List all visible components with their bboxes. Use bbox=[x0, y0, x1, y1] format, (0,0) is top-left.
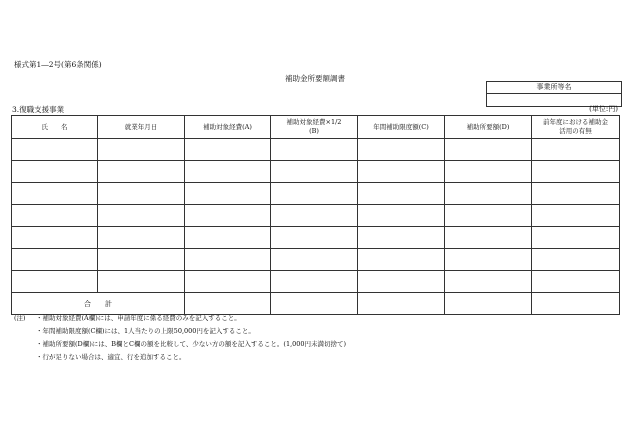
table-cell[interactable] bbox=[358, 205, 445, 227]
table-cell[interactable] bbox=[98, 249, 185, 271]
notes-list bbox=[14, 312, 346, 364]
table-cell[interactable] bbox=[12, 161, 98, 183]
header-annual-limit: 年間補助限度額(C) bbox=[358, 116, 445, 139]
total-label: 合 計 bbox=[12, 293, 185, 315]
total-cell[interactable] bbox=[445, 293, 532, 315]
table-cell[interactable] bbox=[98, 161, 185, 183]
table-cell[interactable] bbox=[445, 271, 532, 293]
table-header-row bbox=[12, 116, 620, 139]
table-cell[interactable] bbox=[445, 183, 532, 205]
table-cell[interactable] bbox=[358, 249, 445, 271]
total-cell[interactable] bbox=[532, 293, 620, 315]
table-cell[interactable] bbox=[532, 249, 620, 271]
table-row bbox=[12, 161, 620, 183]
header-name: 氏 名 bbox=[12, 116, 98, 139]
table-cell[interactable] bbox=[271, 161, 358, 183]
table-cell[interactable] bbox=[12, 139, 98, 161]
table-cell[interactable] bbox=[358, 271, 445, 293]
table-cell[interactable] bbox=[532, 205, 620, 227]
table-cell[interactable] bbox=[12, 271, 98, 293]
header-previous-use: 前年度における補助金 活用の有無 bbox=[532, 116, 620, 139]
notes bbox=[14, 312, 346, 364]
table-cell[interactable] bbox=[271, 227, 358, 249]
table-cell[interactable] bbox=[532, 227, 620, 249]
note-item: ・行が足りない場合は、適宜、行を追加すること。 bbox=[36, 353, 186, 361]
total-cell[interactable] bbox=[358, 293, 445, 315]
table-cell[interactable] bbox=[98, 205, 185, 227]
table-cell[interactable] bbox=[271, 205, 358, 227]
form-number: 様式第1―2号(第6条関係) bbox=[14, 60, 102, 69]
table-cell[interactable] bbox=[532, 139, 620, 161]
header-half-expense: 補助対象経費×1/2 (B) bbox=[271, 116, 358, 139]
table-cell[interactable] bbox=[185, 161, 271, 183]
table-cell[interactable] bbox=[185, 183, 271, 205]
expense-table bbox=[11, 115, 620, 315]
table-cell[interactable] bbox=[12, 227, 98, 249]
note-item: ・年間補助限度額(C欄)には、1人当たりの上限50,000円を記入すること。 bbox=[36, 327, 255, 335]
table-cell[interactable] bbox=[445, 161, 532, 183]
table-cell[interactable] bbox=[185, 271, 271, 293]
table-cell[interactable] bbox=[358, 161, 445, 183]
table-cell[interactable] bbox=[98, 183, 185, 205]
table-cell[interactable] bbox=[445, 205, 532, 227]
table-cell[interactable] bbox=[532, 183, 620, 205]
table-row bbox=[12, 205, 620, 227]
table-cell[interactable] bbox=[358, 139, 445, 161]
table-cell[interactable] bbox=[445, 249, 532, 271]
table-row bbox=[12, 249, 620, 271]
note-item: ・補助所要額(D欄)には、B欄とC欄の額を比較して、少ない方の額を記入すること。(1,000円未満切捨て) bbox=[36, 340, 347, 348]
table-cell[interactable] bbox=[271, 271, 358, 293]
table-row bbox=[12, 271, 620, 293]
office-name-label: 事業所等名 bbox=[487, 82, 621, 94]
table-cell[interactable] bbox=[98, 271, 185, 293]
table-cell[interactable] bbox=[12, 183, 98, 205]
table-cell[interactable] bbox=[358, 227, 445, 249]
header-employment-date: 就業年月日 bbox=[98, 116, 185, 139]
table-cell[interactable] bbox=[532, 161, 620, 183]
table-cell[interactable] bbox=[98, 139, 185, 161]
table-cell[interactable] bbox=[445, 139, 532, 161]
table-cell[interactable] bbox=[185, 227, 271, 249]
unit-label: (単位:円) bbox=[589, 105, 618, 113]
table-cell[interactable] bbox=[12, 249, 98, 271]
table-cell[interactable] bbox=[358, 183, 445, 205]
notes-head: (注) bbox=[14, 314, 26, 322]
table-cell[interactable] bbox=[271, 139, 358, 161]
table-cell[interactable] bbox=[271, 249, 358, 271]
table-cell[interactable] bbox=[185, 205, 271, 227]
header-required-amount: 補助所要額(D) bbox=[445, 116, 532, 139]
table-cell[interactable] bbox=[185, 139, 271, 161]
table-row bbox=[12, 183, 620, 205]
table-row bbox=[12, 139, 620, 161]
table-cell[interactable] bbox=[532, 271, 620, 293]
header-eligible-expense: 補助対象経費(A) bbox=[185, 116, 271, 139]
section-heading: 3.復職支援事業 bbox=[12, 105, 65, 114]
table-cell[interactable] bbox=[98, 227, 185, 249]
table-cell[interactable] bbox=[12, 205, 98, 227]
table-cell[interactable] bbox=[271, 183, 358, 205]
page-title: 補助金所要額調書 bbox=[285, 74, 345, 83]
table-row bbox=[12, 227, 620, 249]
note-item: ・補助対象経費(A欄)には、申請年度に係る経費のみを記入すること。 bbox=[36, 314, 241, 322]
table-cell[interactable] bbox=[185, 249, 271, 271]
table-cell[interactable] bbox=[445, 227, 532, 249]
